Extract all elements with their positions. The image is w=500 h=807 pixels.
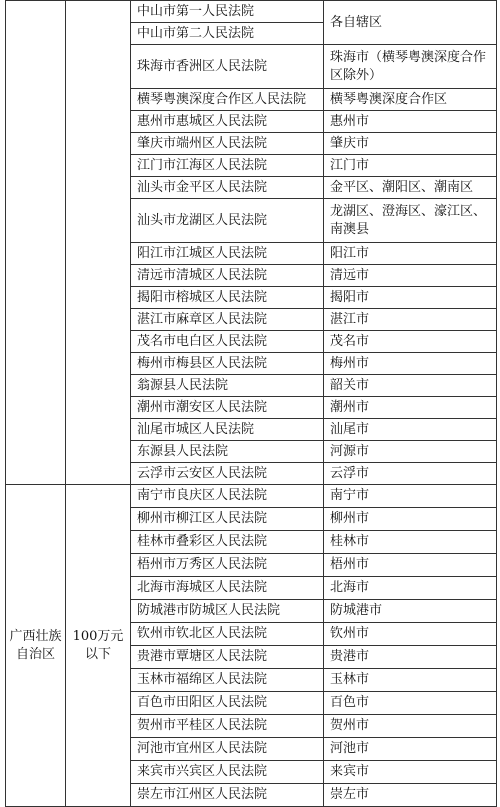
jurisdiction-area: 桂林市 <box>324 531 497 554</box>
court-name: 潮州市潮安区人民法院 <box>131 397 324 419</box>
jurisdiction-area: 河源市 <box>324 441 497 463</box>
court-name: 百色市田阳区人民法院 <box>131 692 324 715</box>
court-name: 崇左市江州区人民法院 <box>131 784 324 807</box>
jurisdiction-area: 百色市 <box>324 692 497 715</box>
jurisdiction-area: 贺州市 <box>324 715 497 738</box>
court-name: 梧州市万秀区人民法院 <box>131 554 324 577</box>
court-name: 翁源县人民法院 <box>131 375 324 397</box>
jurisdiction-area: 江门市 <box>324 155 497 177</box>
court-name: 中山市第二人民法院 <box>131 23 324 45</box>
jurisdiction-area: 横琴粤澳深度合作区 <box>324 89 497 111</box>
jurisdiction-area: 龙湖区、澄海区、濠江区、南澳县 <box>324 199 497 243</box>
court-name: 南宁市良庆区人民法院 <box>131 485 324 508</box>
jurisdiction-area: 惠州市 <box>324 111 497 133</box>
court-name: 梅州市梅县区人民法院 <box>131 353 324 375</box>
court-name: 钦州市钦北区人民法院 <box>131 623 324 646</box>
jurisdiction-area: 玉林市 <box>324 669 497 692</box>
court-name: 清远市清城区人民法院 <box>131 265 324 287</box>
jurisdiction-area: 茂名市 <box>324 331 497 353</box>
table-row <box>6 485 497 508</box>
court-name: 来宾市兴宾区人民法院 <box>131 761 324 784</box>
court-jurisdiction-table <box>5 0 497 807</box>
jurisdiction-area: 各自辖区 <box>324 1 497 45</box>
court-name: 惠州市惠城区人民法院 <box>131 111 324 133</box>
court-name: 横琴粤澳深度合作区人民法院 <box>131 89 324 111</box>
jurisdiction-area: 梅州市 <box>324 353 497 375</box>
jurisdiction-area: 汕尾市 <box>324 419 497 441</box>
court-name: 北海市海城区人民法院 <box>131 577 324 600</box>
court-name: 阳江市江城区人民法院 <box>131 243 324 265</box>
court-name: 珠海市香洲区人民法院 <box>131 45 324 89</box>
jurisdiction-area: 防城港市 <box>324 600 497 623</box>
jurisdiction-area: 湛江市 <box>324 309 497 331</box>
jurisdiction-area: 阳江市 <box>324 243 497 265</box>
jurisdiction-area: 珠海市（横琴粤澳深度合作区除外） <box>324 45 497 89</box>
court-name: 桂林市叠彩区人民法院 <box>131 531 324 554</box>
jurisdiction-area: 柳州市 <box>324 508 497 531</box>
jurisdiction-area: 潮州市 <box>324 397 497 419</box>
jurisdiction-area: 河池市 <box>324 738 497 761</box>
region-cell-empty <box>6 1 66 485</box>
jurisdiction-area: 贵港市 <box>324 646 497 669</box>
jurisdiction-area: 钦州市 <box>324 623 497 646</box>
court-name: 河池市宜州区人民法院 <box>131 738 324 761</box>
jurisdiction-area: 梧州市 <box>324 554 497 577</box>
court-name: 贺州市平桂区人民法院 <box>131 715 324 738</box>
court-name: 汕尾市城区人民法院 <box>131 419 324 441</box>
court-name: 中山市第一人民法院 <box>131 1 324 23</box>
court-name: 柳州市柳江区人民法院 <box>131 508 324 531</box>
court-name: 肇庆市端州区人民法院 <box>131 133 324 155</box>
court-name: 玉林市福绵区人民法院 <box>131 669 324 692</box>
table-row <box>6 1 497 23</box>
table-body <box>6 1 497 807</box>
court-name: 云浮市云安区人民法院 <box>131 463 324 485</box>
court-name: 江门市江海区人民法院 <box>131 155 324 177</box>
court-name: 湛江市麻章区人民法院 <box>131 309 324 331</box>
jurisdiction-area: 韶关市 <box>324 375 497 397</box>
jurisdiction-area: 云浮市 <box>324 463 497 485</box>
amount-cell: 100万元以下 <box>66 485 131 807</box>
court-name: 贵港市覃塘区人民法院 <box>131 646 324 669</box>
court-name: 揭阳市榕城区人民法院 <box>131 287 324 309</box>
court-name: 防城港市防城区人民法院 <box>131 600 324 623</box>
region-cell: 广西壮族自治区 <box>6 485 66 807</box>
jurisdiction-area: 揭阳市 <box>324 287 497 309</box>
jurisdiction-area: 北海市 <box>324 577 497 600</box>
jurisdiction-area: 清远市 <box>324 265 497 287</box>
court-name: 汕头市金平区人民法院 <box>131 177 324 199</box>
jurisdiction-area: 南宁市 <box>324 485 497 508</box>
court-name: 东源县人民法院 <box>131 441 324 463</box>
court-name: 茂名市电白区人民法院 <box>131 331 324 353</box>
jurisdiction-area: 崇左市 <box>324 784 497 807</box>
amount-cell-empty <box>66 1 131 485</box>
court-name: 汕头市龙湖区人民法院 <box>131 199 324 243</box>
jurisdiction-area: 金平区、潮阳区、潮南区 <box>324 177 497 199</box>
jurisdiction-area: 来宾市 <box>324 761 497 784</box>
jurisdiction-area: 肇庆市 <box>324 133 497 155</box>
